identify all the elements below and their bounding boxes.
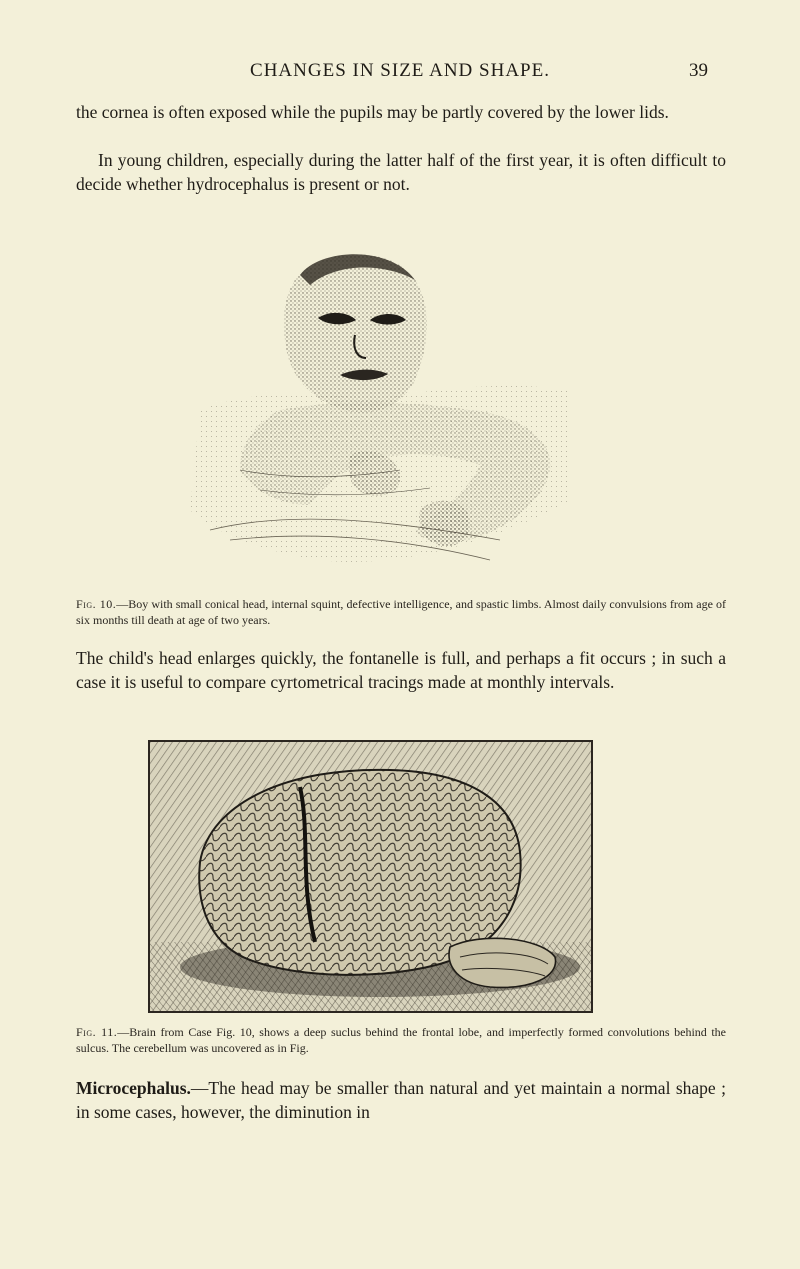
figure-11-label: Fig. 11.: [76, 1025, 118, 1039]
figure-10-caption: [76, 596, 726, 628]
running-title: CHANGES IN SIZE AND SHAPE.: [250, 60, 550, 81]
figure-10-label: Fig. 10.: [76, 597, 117, 611]
brain-engraving: [150, 742, 591, 1011]
figure-10-illustration: [170, 240, 580, 590]
microcephalus-text: —The head may be smaller than natural and yet maintain a normal shape ; in some cases, however, the diminution in: [76, 1078, 726, 1122]
paragraph-childs-head: The child's head enlarges quickly, the fontanelle is full, and perhaps a fit occurs ; in such a case it is useful to compare cyrtometrical tracings made at monthly intervals.: [76, 648, 726, 692]
figure-11-caption: [76, 1024, 726, 1056]
paragraph-young-children: In young children, especially during the latter half of the first year, it is often difficult to decide whether hydrocephalus is present or not.: [76, 150, 726, 194]
figure-10-caption-text: —Boy with small conical head, internal squint, defective intelligence, and spastic limbs. Almost daily convulsions from age of six months till death at age of two years.: [76, 597, 727, 627]
figure-11-illustration: [148, 740, 593, 1013]
running-head: [0, 60, 800, 90]
boy-engraving: [170, 240, 580, 590]
figure-11-caption-text: —Brain from Case Fig. 10, shows a deep suclus behind the frontal lobe, and imperfectly formed convolutions behind the sulcus. The cerebellum was uncovered as in Fig.: [76, 1025, 727, 1055]
microcephalus-heading: Microcephalus.: [76, 1078, 191, 1098]
paragraph-cornea: the cornea is often exposed while the pupils may be partly covered by the lower lids.: [76, 102, 669, 122]
paragraph-microcephalus: [76, 1076, 726, 1124]
page-number: 39: [689, 60, 708, 81]
